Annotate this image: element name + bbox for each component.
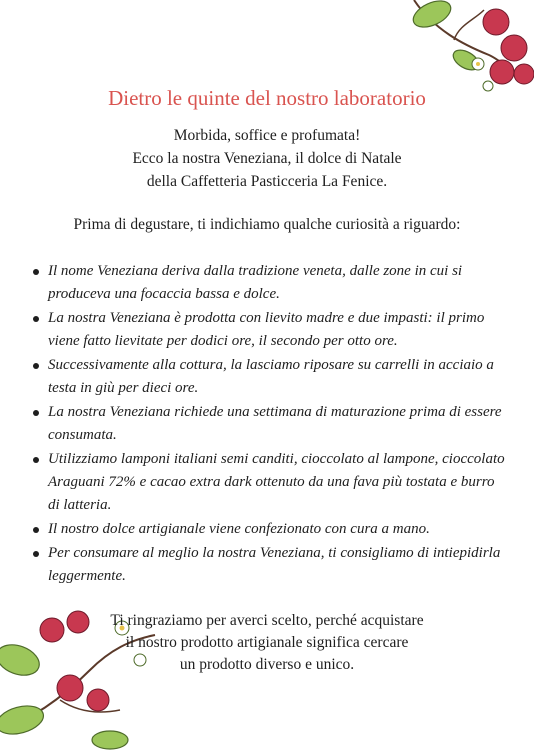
list-item (30, 448, 508, 517)
list-item-text: La nostra Veneziana richiede una settimana di maturazione prima di essere consumata. (48, 404, 502, 443)
bullet-icon (33, 410, 39, 416)
list-item (30, 518, 508, 541)
list-item (30, 542, 508, 588)
intro-line: Morbida, soffice e profumata! (173, 127, 361, 144)
list-item-text: Il nome Veneziana deriva dalla tradizione veneta, dalle zone in cui si produceva una focaccia bassa e dolce. (48, 263, 463, 302)
list-item-text: La nostra Veneziana è prodotta con lievito madre e due impasti: il primo viene fatto lievitate per dodici ore, il secondo per otto ore. (48, 310, 485, 349)
closing-line: Ti ringraziamo per averci scelto, perché acquistare (110, 612, 424, 629)
list-item (30, 401, 508, 447)
bullet-icon (33, 551, 39, 557)
list-item-text: Per consumare al meglio la nostra Veneziana, ti consigliamo di intiepidirla leggermente. (48, 545, 501, 584)
closing-paragraph (0, 610, 534, 676)
list-item-text: Successivamente alla cottura, la lasciamo riposare su carrelli in acciaio a testa in giù per dieci ore. (48, 357, 494, 396)
bullet-icon (33, 457, 39, 463)
closing-line: un prodotto diverso e unico. (179, 656, 355, 673)
intro-paragraph (0, 124, 534, 193)
curiosity-intro: Prima di degustare, ti indichiamo qualche curiosità a riguardo: (73, 216, 461, 233)
curiosity-list (30, 260, 508, 589)
intro-line: Ecco la nostra Veneziana, il dolce di Natale (132, 150, 402, 167)
bullet-icon (33, 269, 39, 275)
bullet-icon (33, 527, 39, 533)
page-title: Dietro le quinte del nostro laboratorio (108, 86, 426, 110)
list-item-text: Utilizziamo lamponi italiani semi canditi, cioccolato al lampone, cioccolato Araguani 72% e cacao extra dark ottenuto da una fava più tostata e burro di latteria. (48, 451, 505, 513)
list-item-text: Il nostro dolce artigianale viene confezionato con cura a mano. (48, 521, 430, 537)
intro-line: della Caffetteria Pasticceria La Fenice. (146, 173, 388, 190)
closing-line: il nostro prodotto artigianale significa cercare (125, 634, 409, 651)
list-item (30, 307, 508, 353)
bullet-icon (33, 316, 39, 322)
list-item (30, 354, 508, 400)
list-item (30, 260, 508, 306)
bullet-icon (33, 363, 39, 369)
